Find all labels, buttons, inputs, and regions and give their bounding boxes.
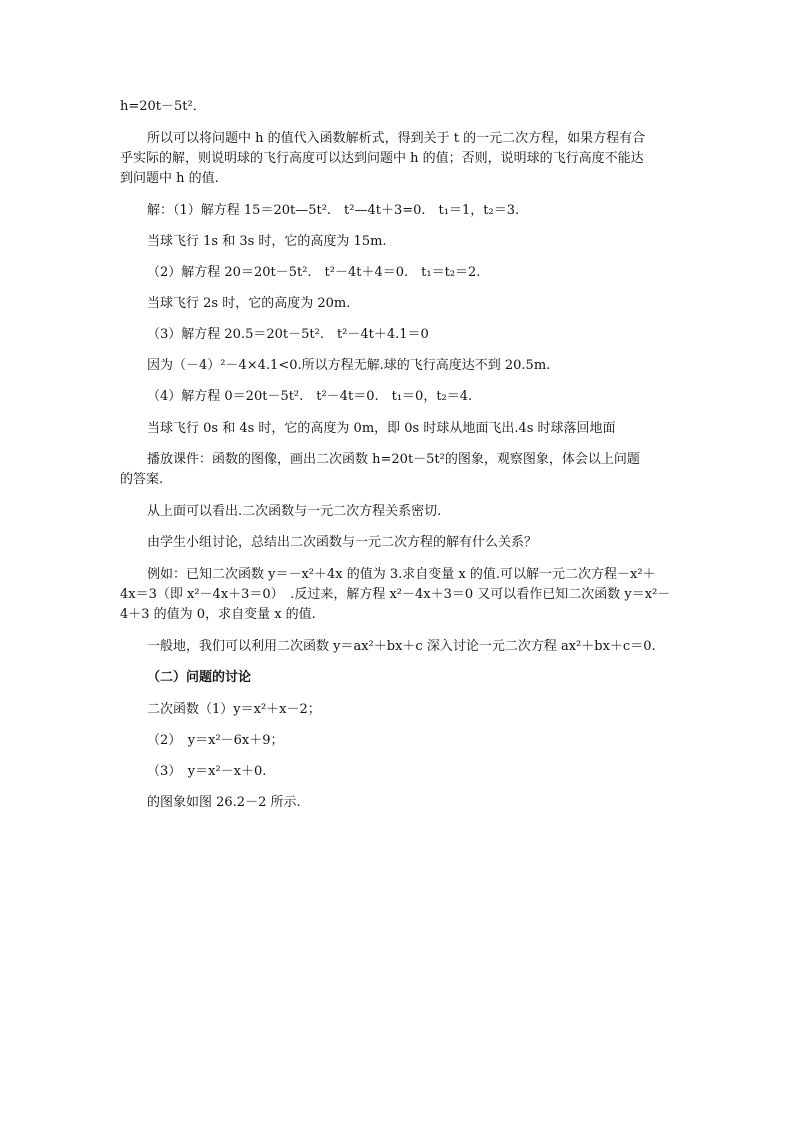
paragraph-line: 4x＝3（即 x²－4x＋3＝0） .反过来，解方程 x²－4x＋3＝0 又可以看作已知二次函数 y＝x²－ — [120, 587, 671, 602]
paragraph-line: 的图象如图 26.2－2 所示. — [147, 795, 301, 810]
function-line: （3） y＝x²－x＋0. — [147, 764, 267, 779]
section-heading: （二）问题的讨论 — [147, 670, 252, 685]
solution-result: 当球飞行 1s 和 3s 时，它的高度为 15m. — [147, 234, 387, 249]
solution-line: （3）解方程 20.5＝20t－5t². t²－4t＋4.1＝0 — [147, 327, 429, 342]
function-line: （2） y＝x²－6x＋9； — [147, 733, 284, 748]
solution-result: 当球飞行 2s 时，它的高度为 20m. — [147, 296, 351, 311]
paragraph-line: 一般地，我们可以利用二次函数 y＝ax²＋bx＋c 深入讨论一元二次方程 ax²＋bx＋c＝0. — [147, 639, 656, 654]
paragraph-line: 的答案. — [120, 472, 164, 487]
solution-result: 当球飞行 0s 和 4s 时，它的高度为 0m，即 0s 时球从地面飞出.4s 时球落回地面 — [147, 421, 616, 436]
paragraph-line: 从上面可以看出.二次函数与一元二次方程关系密切. — [147, 504, 442, 519]
paragraph-line: 例如：已知二次函数 y＝－x²＋4x 的值为 3.求自变量 x 的值.可以解一元二次方程－x²＋ — [147, 567, 656, 582]
paragraph-line: 4＋3 的值为 0，求自变量 x 的值. — [120, 607, 316, 622]
paragraph-line: 由学生小组讨论，总结出二次函数与一元二次方程的解有什么关系？ — [147, 535, 538, 550]
solution-line: （4）解方程 0＝20t－5t². t²－4t＝0. t₁＝0，t₂＝4. — [147, 389, 473, 404]
paragraph-line: 播放课件：函数的图像，画出二次函数 h=20t－5t²的图象，观察图象，体会以上问题 — [147, 452, 640, 467]
paragraph-line: 到问题中 h 的值. — [120, 171, 219, 186]
paragraph-line: 所以可以将问题中 h 的值代入函数解析式，得到关于 t 的一元二次方程，如果方程有合 — [147, 131, 646, 146]
solution-line: （2）解方程 20＝20t－5t². t²－4t＋4＝0. t₁＝t₂＝2. — [147, 265, 481, 280]
solution-result: 因为（－4）²－4×4.1<0.所以方程无解.球的飞行高度达不到 20.5m. — [147, 358, 551, 373]
solution-line: 解：（1）解方程 15＝20t—5t². t²—4t＋3=0. t₁＝1，t₂＝3. — [147, 203, 520, 218]
formula-line: h=20t－5t²． — [120, 99, 206, 114]
paragraph-line: 乎实际的解，则说明球的飞行高度可以达到问题中 h 的值；否则，说明球的飞行高度不能达 — [120, 151, 644, 166]
function-line: 二次函数（1）y＝x²＋x－2； — [147, 702, 321, 717]
